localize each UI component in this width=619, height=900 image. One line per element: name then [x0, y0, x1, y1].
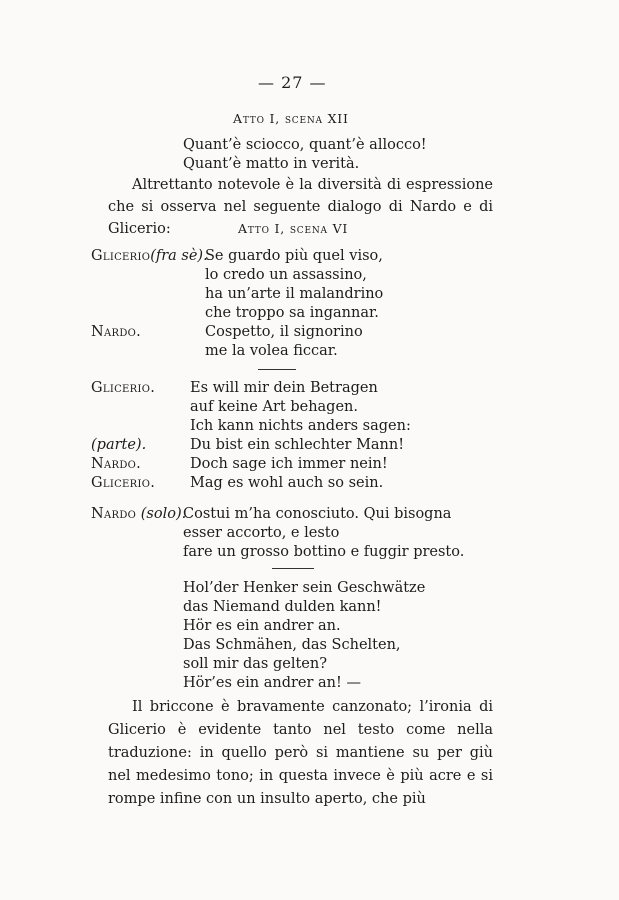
- body-paragraph: Altrettanto notevole è la diversità di espressione che si osserva nel seguente dialogo di Nardo e di Glicerio:: [108, 177, 493, 237]
- verse-line: Hol’der Henker sein Geschwätze: [183, 580, 426, 596]
- section-divider: [272, 568, 314, 569]
- scene-heading-xii: Atto I, scena XII: [233, 111, 349, 126]
- stage-direction: (solo).: [140, 506, 187, 522]
- stage-direction: (parte).: [91, 437, 147, 453]
- verse-line: lo credo un assassino,: [205, 267, 367, 283]
- speaker-nardo: Nardo.: [91, 324, 142, 340]
- speaker-name: Nardo: [91, 506, 137, 522]
- verse-line: Costui m’ha conosciuto. Qui bisogna: [183, 506, 452, 522]
- body-paragraph: Il briccone è bravamente canzonato; l’ironia di Glicerio è evidente tanto nel testo come nella traduzione: in quello però si mantiene su per giù nel medesimo tono; in questa invece è più acre e si rompe infine con un insulto aperto, che più: [108, 699, 493, 807]
- verse-line: Hör’es ein andrer an! —: [183, 675, 361, 691]
- verse-line: Es will mir dein Betragen: [190, 380, 378, 396]
- speaker-label: Nardo.: [91, 456, 142, 472]
- verse-line: soll mir das gelten?: [183, 656, 327, 672]
- verse-line: ha un’arte il malandrino: [205, 286, 384, 302]
- speaker-label: Glicerio.: [91, 380, 156, 396]
- verse-line: Quant’è matto in verità.: [183, 156, 360, 172]
- verse-line: Du bist ein schlechter Mann!: [190, 437, 405, 453]
- verse-line: Hör es ein andrer an.: [183, 618, 341, 634]
- page-number: — 27 —: [258, 73, 327, 92]
- verse-line: che troppo sa ingannar.: [205, 305, 379, 321]
- stage-direction: (fra sè).: [150, 248, 208, 264]
- verse-line: Ich kann nichts anders sagen:: [190, 418, 411, 434]
- verse-line: Quant’è sciocco, quant’è allocco!: [183, 137, 427, 153]
- scene-heading-vi: Atto I, scena VI: [238, 221, 349, 236]
- verse-line: esser accorto, e lesto: [183, 525, 340, 541]
- verse-line: Das Schmähen, das Schelten,: [183, 637, 401, 653]
- verse-line: Doch sage ich immer nein!: [190, 456, 388, 472]
- verse-line: Se guardo più quel viso,: [205, 248, 383, 264]
- speaker-glicerio: [91, 247, 208, 265]
- speaker-label: Glicerio.: [91, 475, 156, 491]
- verse-line: Cospetto, il signorino: [205, 324, 363, 340]
- section-divider: [258, 369, 296, 370]
- verse-line: fare un grosso bottino e fuggir presto.: [183, 544, 465, 560]
- verse-line: me la volea ficcar.: [205, 343, 338, 359]
- speaker-name: Glicerio: [91, 248, 151, 264]
- verse-line: auf keine Art behagen.: [190, 399, 358, 415]
- verse-line: Mag es wohl auch so sein.: [190, 475, 384, 491]
- speaker-nardo-solo: [91, 505, 186, 523]
- verse-line: das Niemand dulden kann!: [183, 599, 382, 615]
